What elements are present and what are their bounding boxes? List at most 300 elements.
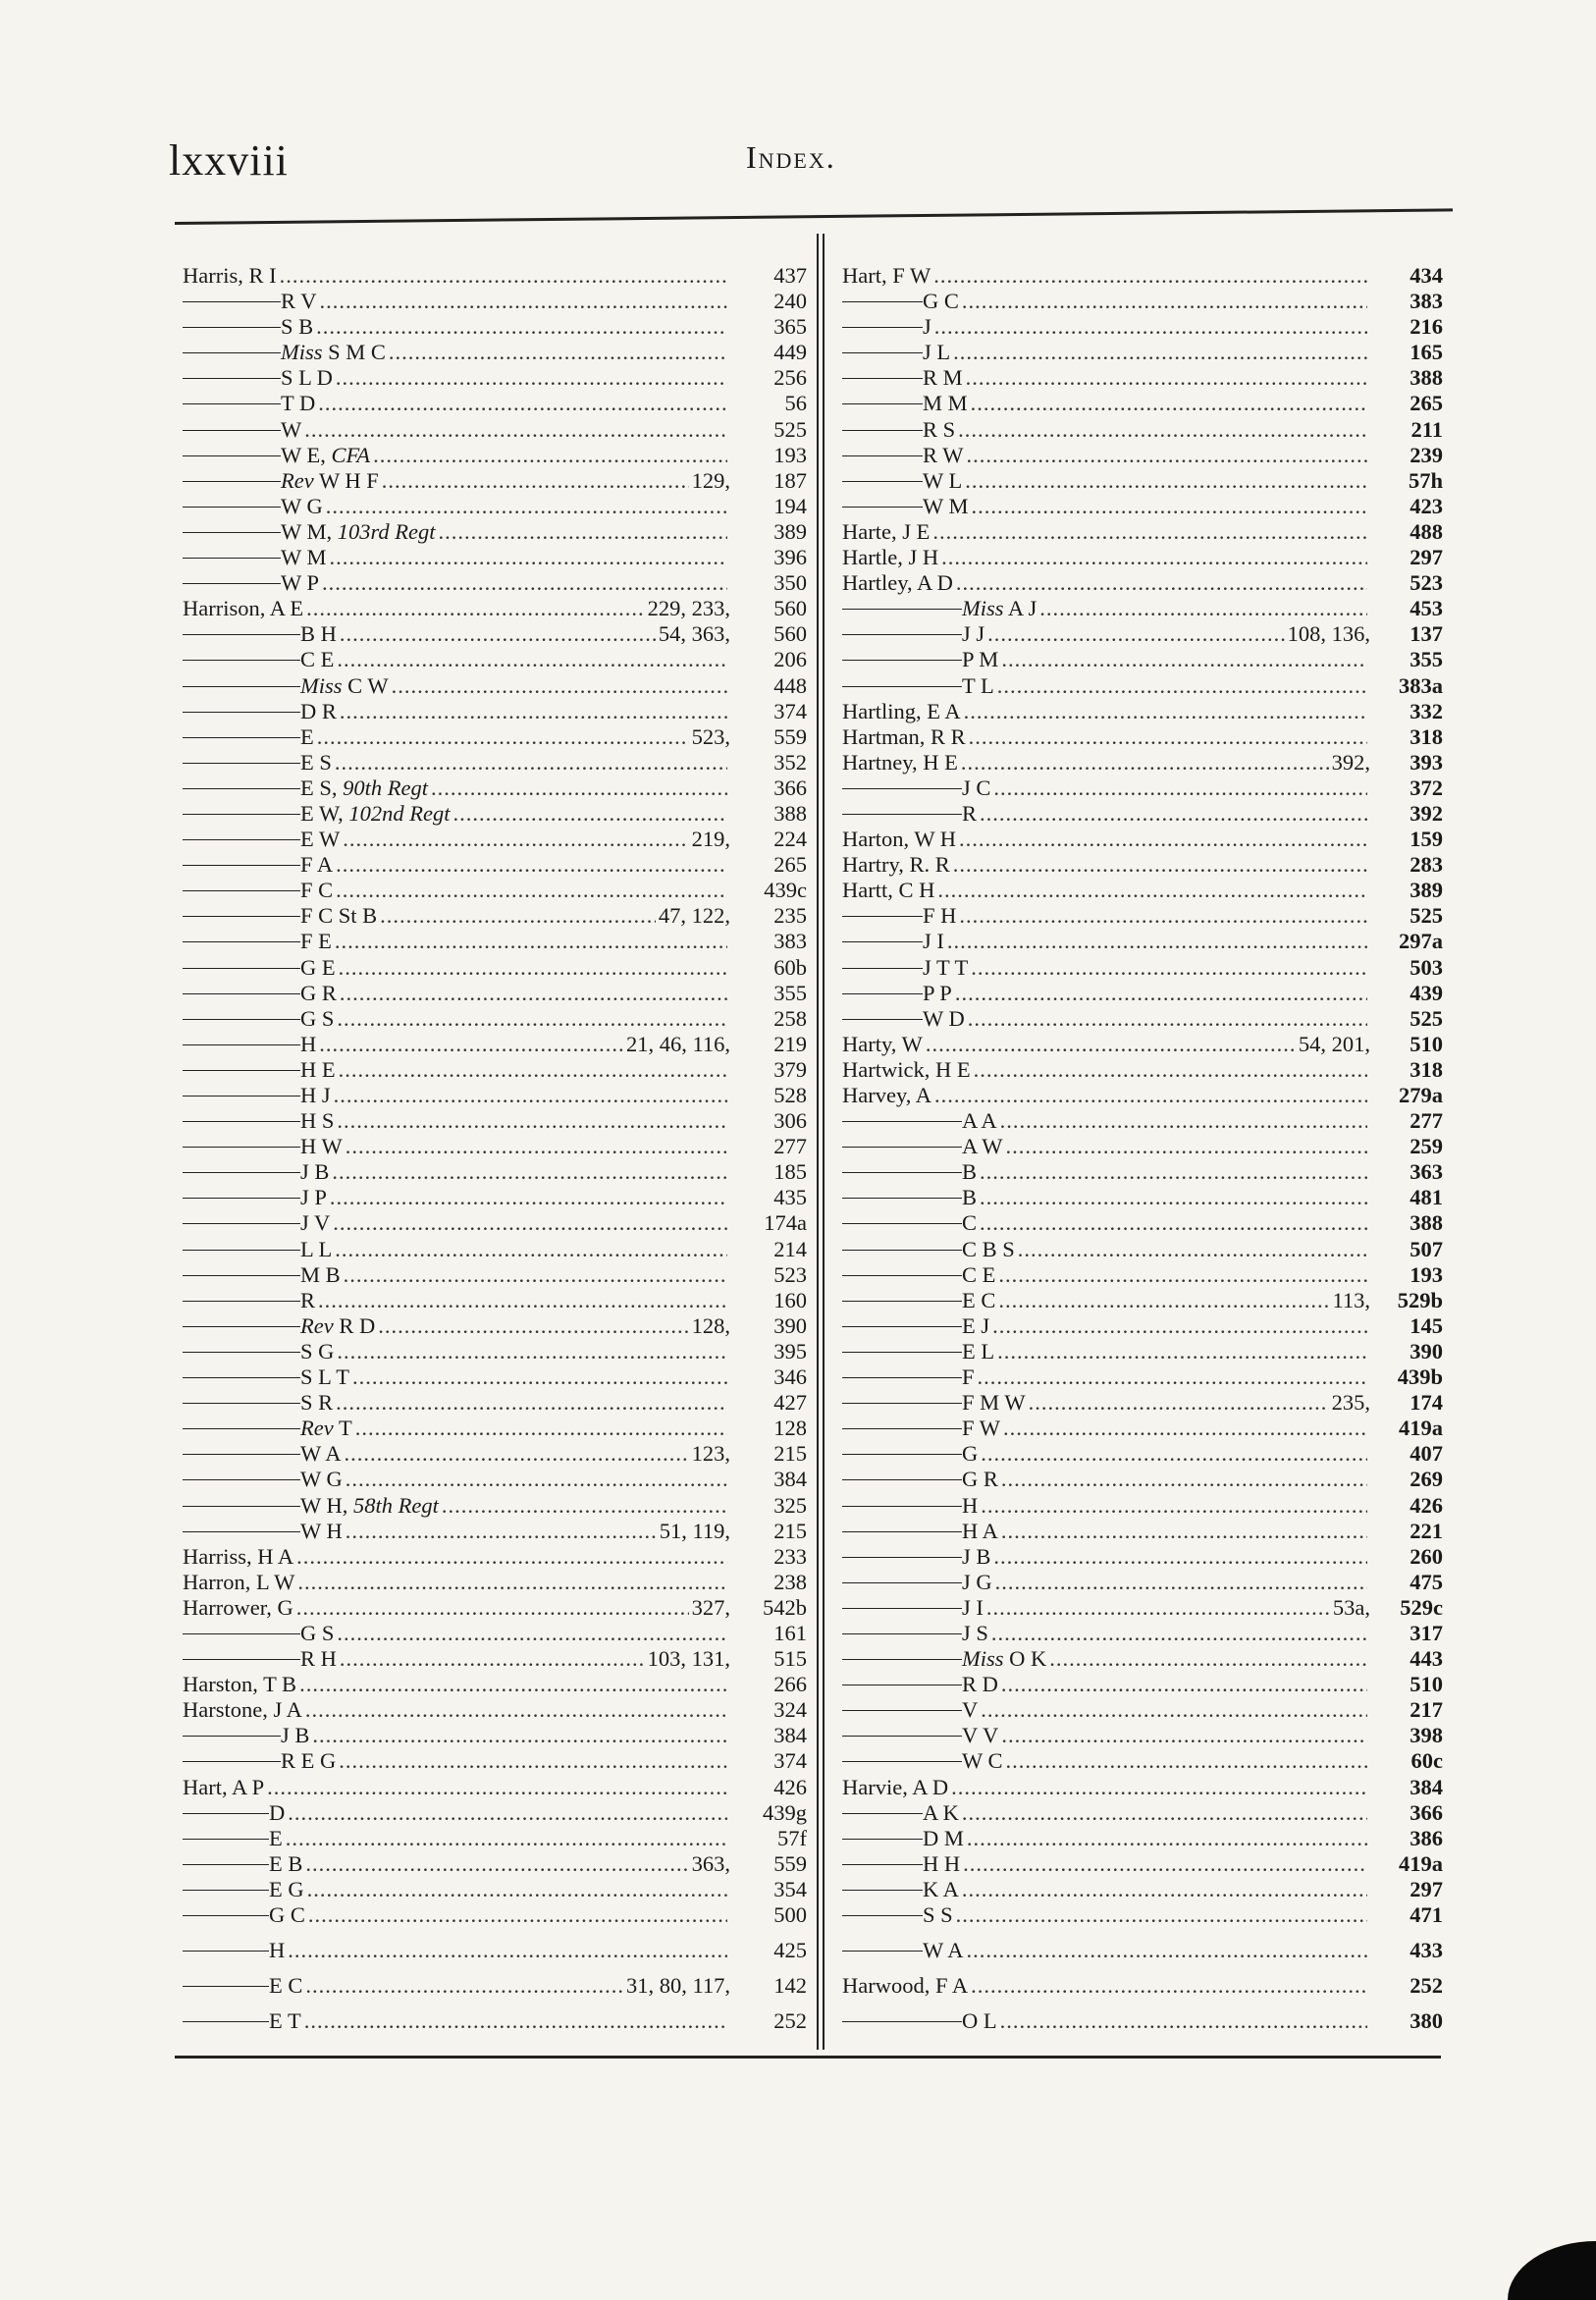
entry-text: H — [962, 1492, 979, 1518]
entry-text: E — [269, 1825, 283, 1850]
entry-text: A J — [1007, 596, 1037, 621]
dot-leader — [304, 2008, 727, 2034]
index-entry — [842, 1697, 1443, 1723]
page-reference: 57f — [777, 1825, 807, 1850]
entry-name — [300, 1339, 334, 1364]
page-reference: 389 — [773, 518, 807, 544]
entry-name — [923, 1938, 963, 1963]
dot-leader — [964, 699, 1367, 724]
entry-text: F W — [962, 1416, 1000, 1441]
entry-text: H S — [300, 1108, 335, 1134]
entry-name — [962, 1262, 995, 1288]
entry-name — [923, 1851, 960, 1877]
ditto-dash — [183, 403, 281, 404]
index-entry — [842, 1237, 1443, 1262]
index-entry — [842, 289, 1443, 314]
ditto-dash — [842, 352, 923, 353]
dot-leader — [998, 1288, 1329, 1313]
page-reference: 252 — [773, 2008, 807, 2034]
ditto-dash — [842, 1479, 962, 1480]
entry-name — [962, 1697, 978, 1723]
entry-text: P P — [923, 980, 952, 1005]
dot-leader — [380, 903, 656, 929]
ditto-dash — [842, 660, 962, 661]
dot-leader — [968, 1006, 1367, 1032]
page-reference: 388 — [773, 800, 807, 826]
dot-leader — [332, 1159, 727, 1185]
entry-text: D — [269, 1799, 286, 1825]
entry-name — [962, 1441, 978, 1467]
index-entry — [842, 1493, 1443, 1519]
index-entry — [842, 443, 1443, 468]
page-reference: 216 — [1410, 314, 1443, 340]
page-reference: 355 — [773, 980, 807, 1005]
index-entry — [183, 647, 807, 672]
entry-text: H A — [962, 1518, 998, 1543]
entry-name — [962, 1108, 997, 1134]
entry-name — [300, 673, 389, 699]
ditto-dash — [183, 1096, 300, 1097]
page-reference: 219 — [773, 1031, 807, 1056]
ditto-dash — [842, 1326, 962, 1327]
top-rule — [175, 208, 1453, 225]
entry-text: H — [300, 1031, 317, 1056]
ditto-dash — [842, 481, 923, 482]
dot-leader — [963, 1851, 1367, 1877]
ditto-dash — [183, 1531, 300, 1532]
index-entry — [183, 1467, 807, 1492]
index-entry — [842, 596, 1443, 621]
dot-leader — [962, 289, 1367, 314]
page-reference: 390 — [773, 1312, 807, 1338]
entry-text: G S — [300, 1005, 335, 1031]
entry-text: B — [962, 1185, 978, 1210]
index-entry — [183, 494, 807, 519]
entry-text: V — [962, 1697, 979, 1723]
dot-leader — [1005, 1134, 1367, 1159]
entry-text: S R — [300, 1390, 334, 1416]
page-reference: 240 — [773, 289, 807, 314]
index-entry — [842, 621, 1443, 647]
dot-leader — [299, 1672, 727, 1697]
entry-name — [962, 1646, 1046, 1672]
page-reference: 437 — [773, 263, 807, 288]
page-reference: 439g — [763, 1799, 807, 1825]
index-entry — [183, 340, 807, 365]
dot-leader — [337, 1621, 727, 1646]
entry-name — [962, 1595, 984, 1621]
entry-name — [923, 955, 968, 981]
entry-name — [923, 1006, 965, 1032]
index-entry — [183, 929, 807, 954]
ditto-dash — [842, 1608, 962, 1609]
index-entry — [183, 2008, 807, 2034]
page-reference: 297a — [1399, 929, 1443, 954]
dot-leader — [308, 1902, 727, 1928]
dot-leader — [296, 1544, 727, 1570]
entry-name — [962, 1493, 978, 1519]
entry-name — [281, 468, 379, 494]
page-reference: 352 — [773, 749, 807, 775]
entry-text: Hartle, J H — [842, 545, 939, 570]
page-reference: 346 — [773, 1364, 807, 1390]
page-reference: 317 — [1410, 1620, 1443, 1645]
dot-leader — [305, 1697, 727, 1723]
dot-leader — [934, 314, 1367, 340]
entry-name — [281, 391, 315, 416]
dot-leader — [993, 1544, 1367, 1570]
index-entry — [842, 1057, 1443, 1083]
index-entry — [842, 878, 1443, 903]
dot-leader — [306, 596, 645, 621]
entry-name — [269, 1826, 283, 1851]
index-entry — [183, 1775, 807, 1800]
ditto-dash — [183, 430, 281, 431]
ditto-dash — [842, 686, 962, 687]
dot-leader — [955, 981, 1367, 1006]
ditto-dash — [183, 712, 300, 713]
index-entry — [183, 1237, 807, 1262]
index-entry — [183, 1210, 807, 1236]
entry-name — [269, 2008, 301, 2034]
entry-text: W E, — [281, 442, 326, 467]
index-entry — [183, 1723, 807, 1748]
page-reference: 525 — [773, 416, 807, 442]
page-reference: 542b — [763, 1594, 807, 1620]
page-reference: 559 — [773, 723, 807, 749]
index-entry — [183, 1083, 807, 1108]
dot-leader — [993, 776, 1367, 801]
ditto-dash — [183, 1147, 300, 1148]
ditto-dash — [183, 1223, 300, 1224]
index-entry — [183, 1339, 807, 1364]
page-reference: 435 — [773, 1185, 807, 1210]
ditto-dash — [842, 993, 923, 994]
dot-leader — [1000, 2008, 1367, 2034]
page-reference: 224 — [773, 827, 807, 852]
entry-text: W M — [281, 545, 327, 570]
ditto-dash — [183, 1479, 300, 1480]
dot-leader — [966, 365, 1367, 391]
ink-smudge — [1508, 2241, 1596, 2300]
entry-name — [183, 1570, 294, 1595]
ditto-dash — [842, 1121, 962, 1122]
dot-leader — [312, 1723, 727, 1748]
ditto-dash — [183, 763, 300, 764]
dot-leader — [288, 1938, 727, 1963]
ditto-dash — [183, 558, 281, 559]
page-reference: 419a — [1399, 1416, 1443, 1441]
page-reference: 283 — [1410, 852, 1443, 878]
entry-name — [923, 494, 968, 519]
entry-text: S M C — [328, 340, 386, 365]
dot-leader — [961, 750, 1329, 776]
index-entry — [842, 1210, 1443, 1236]
page-reference: 423 — [1410, 493, 1443, 518]
entry-text: H E — [300, 1056, 336, 1082]
extra-page-refs: 21, 46, 116, — [625, 1031, 730, 1056]
ditto-dash — [842, 1761, 962, 1762]
index-entry — [842, 1134, 1443, 1159]
extra-page-refs: 123, — [691, 1441, 730, 1467]
page-reference: 503 — [1410, 954, 1443, 980]
bottom-rule — [175, 2056, 1441, 2059]
entry-text: E T — [269, 2008, 301, 2034]
entry-text: W — [281, 416, 302, 442]
index-entry — [183, 1108, 807, 1134]
index-entry — [842, 417, 1443, 443]
entry-text: Hartt, C H — [842, 878, 935, 903]
entry-text: G C — [923, 289, 959, 314]
entry-name — [962, 1723, 998, 1748]
ditto-dash — [183, 814, 300, 815]
page-reference: 325 — [773, 1492, 807, 1518]
ditto-dash — [842, 1019, 923, 1020]
ditto-dash — [842, 1250, 962, 1251]
dot-leader — [1049, 1646, 1367, 1672]
index-entry — [183, 1672, 807, 1697]
dot-leader — [337, 1339, 727, 1364]
entry-text: Harte, J E — [842, 518, 931, 544]
entry-name — [962, 1467, 998, 1492]
entry-name — [183, 1672, 296, 1697]
dot-leader — [335, 929, 727, 954]
index-entry — [842, 750, 1443, 776]
ditto-dash — [183, 1019, 300, 1020]
ditto-dash — [842, 1736, 962, 1737]
entry-text: W G — [281, 493, 323, 518]
page-reference: 258 — [773, 1005, 807, 1031]
entry-prefix: Rev — [300, 1312, 334, 1338]
dot-leader — [322, 570, 727, 596]
index-entry — [183, 1519, 807, 1544]
extra-page-refs: 327, — [691, 1594, 730, 1620]
page-reference: 174a — [764, 1210, 807, 1236]
entry-text: O K — [1009, 1646, 1047, 1672]
dot-leader — [987, 621, 1284, 647]
entry-name — [962, 1313, 989, 1339]
entry-name — [281, 340, 386, 365]
page-reference: 233 — [773, 1543, 807, 1569]
ditto-dash — [183, 327, 281, 328]
entry-name — [300, 1083, 331, 1108]
entry-name — [300, 699, 337, 724]
entry-text: Hartry, R. R — [842, 852, 950, 878]
page-reference: 386 — [1410, 1825, 1443, 1850]
dot-leader — [1001, 647, 1367, 672]
entry-text: R S — [923, 416, 956, 442]
dot-leader — [378, 1313, 688, 1339]
index-entry — [842, 1364, 1443, 1390]
entry-text: F A — [300, 852, 334, 878]
dot-leader — [947, 929, 1367, 954]
dot-leader — [1001, 1519, 1367, 1544]
page-reference: 448 — [773, 672, 807, 698]
entry-text: E J — [962, 1312, 990, 1338]
entry-text: M B — [300, 1261, 341, 1287]
entry-name — [300, 852, 333, 878]
index-entry — [183, 673, 807, 699]
entry-name — [300, 621, 337, 647]
index-entry — [842, 776, 1443, 801]
index-entry — [842, 1083, 1443, 1108]
ditto-dash — [183, 890, 300, 891]
page-reference: 439c — [764, 878, 807, 903]
dot-leader — [286, 1826, 727, 1851]
entry-name — [962, 1288, 995, 1313]
ditto-dash — [842, 814, 962, 815]
dot-leader — [431, 776, 727, 801]
entry-text: B H — [300, 621, 337, 647]
dot-leader — [953, 340, 1367, 365]
ditto-dash — [842, 327, 923, 328]
page-reference: 560 — [773, 621, 807, 647]
entry-name — [842, 724, 966, 750]
entry-text: W A — [300, 1441, 342, 1467]
entry-text: H H — [923, 1850, 961, 1876]
ditto-dash — [183, 788, 300, 789]
page-reference: 239 — [1410, 442, 1443, 467]
page-reference: 507 — [1410, 1236, 1443, 1261]
page-reference: 398 — [1410, 1723, 1443, 1748]
entry-name — [300, 1288, 315, 1313]
dot-leader — [317, 724, 689, 750]
dot-leader — [288, 1800, 727, 1826]
page-reference: 160 — [773, 1287, 807, 1312]
entry-text: J J — [962, 621, 985, 647]
entry-text: H W — [300, 1134, 343, 1159]
entry-name — [962, 1672, 998, 1697]
entry-name — [183, 596, 303, 621]
entry-name — [281, 1748, 336, 1774]
entry-name — [281, 494, 323, 519]
entry-text: R — [962, 800, 978, 826]
page-reference: 426 — [1410, 1492, 1443, 1518]
index-entry — [842, 1800, 1443, 1826]
entry-text: Hartling, E A — [842, 698, 961, 723]
entry-text: R V — [281, 289, 317, 314]
index-entry — [183, 1032, 807, 1057]
index-entry — [183, 1800, 807, 1826]
page-reference: 128 — [773, 1416, 807, 1441]
entry-text: S L D — [281, 365, 333, 391]
dot-leader — [995, 1570, 1367, 1595]
entry-name — [300, 1646, 337, 1672]
index-entry — [183, 1544, 807, 1570]
dot-leader — [340, 981, 727, 1006]
dot-leader — [1001, 1467, 1367, 1492]
entry-text: J P — [300, 1185, 327, 1210]
entry-name — [842, 545, 938, 570]
entry-text: J T T — [923, 954, 969, 980]
dot-leader — [335, 750, 727, 776]
index-entry — [842, 519, 1443, 545]
entry-name — [281, 519, 436, 545]
entry-suffix: 103rd Regt — [337, 518, 436, 544]
entry-name — [281, 1723, 309, 1748]
entry-name — [269, 1973, 302, 1999]
entry-text: Harris, R I — [183, 263, 277, 288]
entry-name — [300, 929, 332, 954]
dot-leader — [980, 1159, 1367, 1185]
page-reference: 443 — [1410, 1646, 1443, 1672]
dot-leader — [967, 1826, 1367, 1851]
entry-name — [300, 1210, 330, 1236]
page-reference: 529c — [1400, 1594, 1443, 1620]
dot-leader — [981, 1441, 1367, 1467]
index-entry — [183, 314, 807, 340]
entry-text: A W — [962, 1134, 1003, 1159]
ditto-dash — [842, 1710, 962, 1711]
entry-text: G R — [962, 1467, 998, 1492]
dot-leader — [339, 1748, 727, 1774]
index-entry — [183, 776, 807, 801]
entry-name — [269, 1851, 302, 1877]
entry-name — [300, 1441, 341, 1467]
entry-name — [300, 750, 332, 776]
page-reference: 355 — [1410, 647, 1443, 672]
entry-name — [923, 314, 931, 340]
index-entry — [842, 1775, 1443, 1800]
page-reference: 439 — [1410, 980, 1443, 1005]
entry-text: D M — [923, 1825, 964, 1850]
dot-leader — [934, 1083, 1367, 1108]
page-reference: 392 — [1410, 800, 1443, 826]
ditto-dash — [183, 1250, 300, 1251]
entry-text: J V — [300, 1210, 331, 1236]
entry-name — [842, 263, 931, 289]
entry-name — [300, 981, 337, 1006]
dot-leader — [352, 1364, 727, 1390]
dot-leader — [951, 1775, 1367, 1800]
ditto-dash — [842, 1839, 923, 1840]
entry-suffix: 102nd Regt — [348, 800, 451, 826]
entry-name — [962, 673, 994, 699]
page-reference: 137 — [1410, 621, 1443, 647]
dot-leader — [373, 443, 727, 468]
index-entry — [842, 1519, 1443, 1544]
index-entry — [183, 365, 807, 391]
dot-leader — [1039, 596, 1367, 621]
entry-name — [281, 545, 326, 570]
index-entry — [842, 1672, 1443, 1697]
index-entry — [842, 2008, 1443, 2034]
page-reference: 277 — [1410, 1108, 1443, 1134]
extra-page-refs: 363, — [691, 1850, 730, 1876]
index-entry — [183, 1493, 807, 1519]
entry-text: J I — [962, 1594, 984, 1620]
entry-text: Hartney, H E — [842, 749, 958, 775]
page-reference: 277 — [773, 1134, 807, 1159]
ditto-dash — [842, 1403, 962, 1404]
dot-leader — [340, 1646, 645, 1672]
ditto-dash — [183, 1352, 300, 1353]
index-entry — [842, 570, 1443, 596]
page-reference: 60b — [773, 954, 807, 980]
dot-leader — [932, 519, 1367, 545]
page-reference: 383 — [1410, 289, 1443, 314]
page-reference: 434 — [1410, 263, 1443, 288]
index-entry — [183, 391, 807, 416]
index-entry — [183, 1134, 807, 1159]
dot-leader — [339, 955, 727, 981]
index-entry — [183, 545, 807, 570]
page-reference: 238 — [773, 1569, 807, 1594]
entry-name — [962, 1519, 998, 1544]
ditto-dash — [842, 916, 923, 917]
dot-leader — [980, 1185, 1367, 1210]
index-entry — [842, 263, 1443, 289]
